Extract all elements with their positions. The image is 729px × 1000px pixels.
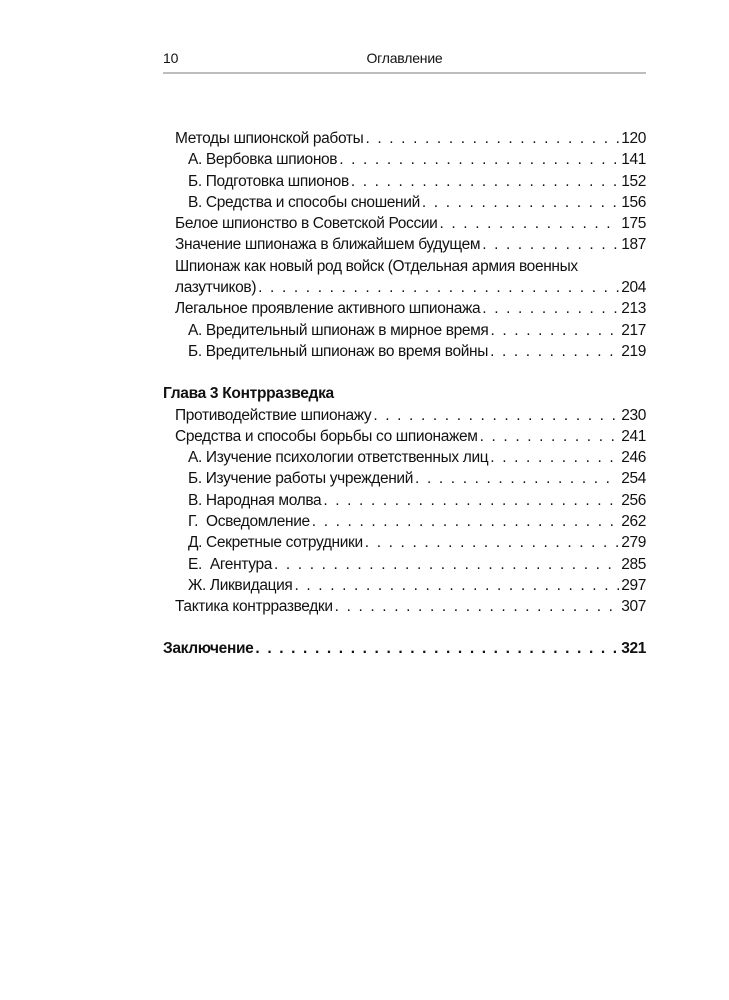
toc-entry-page: 297 <box>621 576 646 594</box>
toc-entry-page: 156 <box>621 193 646 211</box>
toc-entry-page: 256 <box>621 491 646 509</box>
toc-entry-wrapped-continuation[interactable] <box>163 277 646 298</box>
toc-entry-wrapped[interactable] <box>163 256 646 277</box>
toc-entry-page: 175 <box>621 215 646 233</box>
toc-entry-title: Белое шпионство в Советской России <box>175 215 438 233</box>
toc-entry-title: Ж. Ликвидация <box>188 576 293 594</box>
toc-entry-title: Е. Агентура <box>188 555 272 573</box>
toc-entry-title: Б. Изучение работы учреждений <box>188 470 414 488</box>
toc-entry-title: Средства и способы борьбы со шпионажем <box>175 427 478 445</box>
toc-entry-title-line2: лазутчиков) <box>175 279 257 297</box>
toc-entry-title: Тактика контрразведки <box>175 598 333 616</box>
page-header <box>163 50 646 74</box>
toc-entry-title: Легальное проявление активного шпионажа <box>175 300 481 318</box>
toc-entry-conclusion[interactable] <box>163 638 646 659</box>
toc-entry[interactable] <box>163 128 646 149</box>
toc-entry[interactable] <box>163 213 646 234</box>
dot-leader <box>490 447 619 468</box>
dot-leader <box>415 468 619 489</box>
toc-entry[interactable] <box>163 171 646 192</box>
running-head: Оглавление <box>366 50 443 66</box>
toc-entry[interactable] <box>163 426 646 447</box>
toc-entry[interactable] <box>163 490 646 511</box>
toc-entry-page: 307 <box>621 598 646 616</box>
toc-entry-page: 120 <box>621 130 646 147</box>
dot-leader <box>351 171 619 192</box>
dot-leader <box>490 341 619 362</box>
dot-leader <box>365 532 619 553</box>
toc-entry-title: Г. Осведомление <box>188 513 310 531</box>
dot-leader <box>480 426 620 447</box>
dot-leader <box>323 490 619 511</box>
toc-entry[interactable] <box>163 447 646 468</box>
toc-entry-page: 285 <box>621 555 646 573</box>
toc-entry-title: А. Изучение психологии ответственных лиц <box>188 449 489 467</box>
toc-entry-title: В. Народная молва <box>188 491 322 509</box>
toc-entry-page: 254 <box>621 470 646 488</box>
toc-entry[interactable] <box>163 149 646 170</box>
toc-entry-page: 213 <box>621 300 646 318</box>
dot-leader <box>439 213 619 234</box>
toc-entry[interactable] <box>163 234 646 255</box>
toc-entry[interactable] <box>163 554 646 575</box>
toc-entry[interactable] <box>163 192 646 213</box>
toc-entry[interactable] <box>163 511 646 532</box>
dot-leader <box>258 277 619 298</box>
dot-leader <box>339 149 619 170</box>
toc-entry-title: А. Вербовка шпионов <box>188 151 338 169</box>
page-number: 10 <box>163 50 179 66</box>
spacer <box>163 618 646 638</box>
toc-entry-page: 204 <box>621 279 646 297</box>
dot-leader <box>274 554 619 575</box>
toc-entry[interactable] <box>163 468 646 489</box>
toc-entry[interactable] <box>163 320 646 341</box>
dot-leader <box>294 575 619 596</box>
toc-entry-title: Б. Вредительный шпионаж во время войны <box>188 342 489 360</box>
toc-entry-title: Противодействие шпионажу <box>175 406 372 424</box>
toc-entry-page: 321 <box>621 639 646 657</box>
toc-entry-page: 246 <box>621 449 646 467</box>
toc-entry-title: В. Средства и способы сношений <box>188 193 420 211</box>
table-of-contents <box>163 128 646 659</box>
dot-leader <box>312 511 619 532</box>
toc-entry-page: 230 <box>621 406 646 424</box>
dot-leader <box>373 405 619 426</box>
chapter-heading[interactable]: Глава 3 Контрразведка <box>163 385 334 403</box>
toc-entry[interactable] <box>163 532 646 553</box>
toc-entry-title: А. Вредительный шпионаж в мирное время <box>188 321 489 339</box>
dot-leader <box>365 128 619 149</box>
dot-leader <box>255 638 619 659</box>
toc-entry[interactable] <box>163 405 646 426</box>
toc-entry[interactable] <box>163 596 646 617</box>
toc-entry-title: Заключение <box>163 639 254 657</box>
toc-entry-page: 187 <box>621 236 646 254</box>
toc-entry-title: Методы шпионской работы <box>175 130 364 147</box>
dot-leader <box>335 596 620 617</box>
toc-entry-page: 262 <box>621 513 646 531</box>
toc-entry[interactable] <box>163 341 646 362</box>
dot-leader <box>482 298 619 319</box>
toc-entry-title: Значение шпионажа в ближайшем будущем <box>175 236 481 254</box>
toc-entry-page: 241 <box>621 427 646 445</box>
toc-entry-title: Д. Секретные сотрудники <box>188 534 363 552</box>
toc-entry-page: 217 <box>621 321 646 339</box>
dot-leader <box>482 234 619 255</box>
toc-entry-page: 219 <box>621 342 646 360</box>
dot-leader <box>490 320 619 341</box>
toc-entry[interactable] <box>163 298 646 319</box>
toc-entry-title: Б. Подготовка шпионов <box>188 172 349 190</box>
toc-entry-page: 141 <box>621 151 646 169</box>
toc-entry-title-line1: Шпионаж как новый род войск (Отдельная армия военных <box>175 257 578 275</box>
toc-entry-page: 279 <box>621 534 646 552</box>
dot-leader <box>422 192 619 213</box>
toc-entry[interactable] <box>163 575 646 596</box>
toc-entry-page: 152 <box>621 172 646 190</box>
